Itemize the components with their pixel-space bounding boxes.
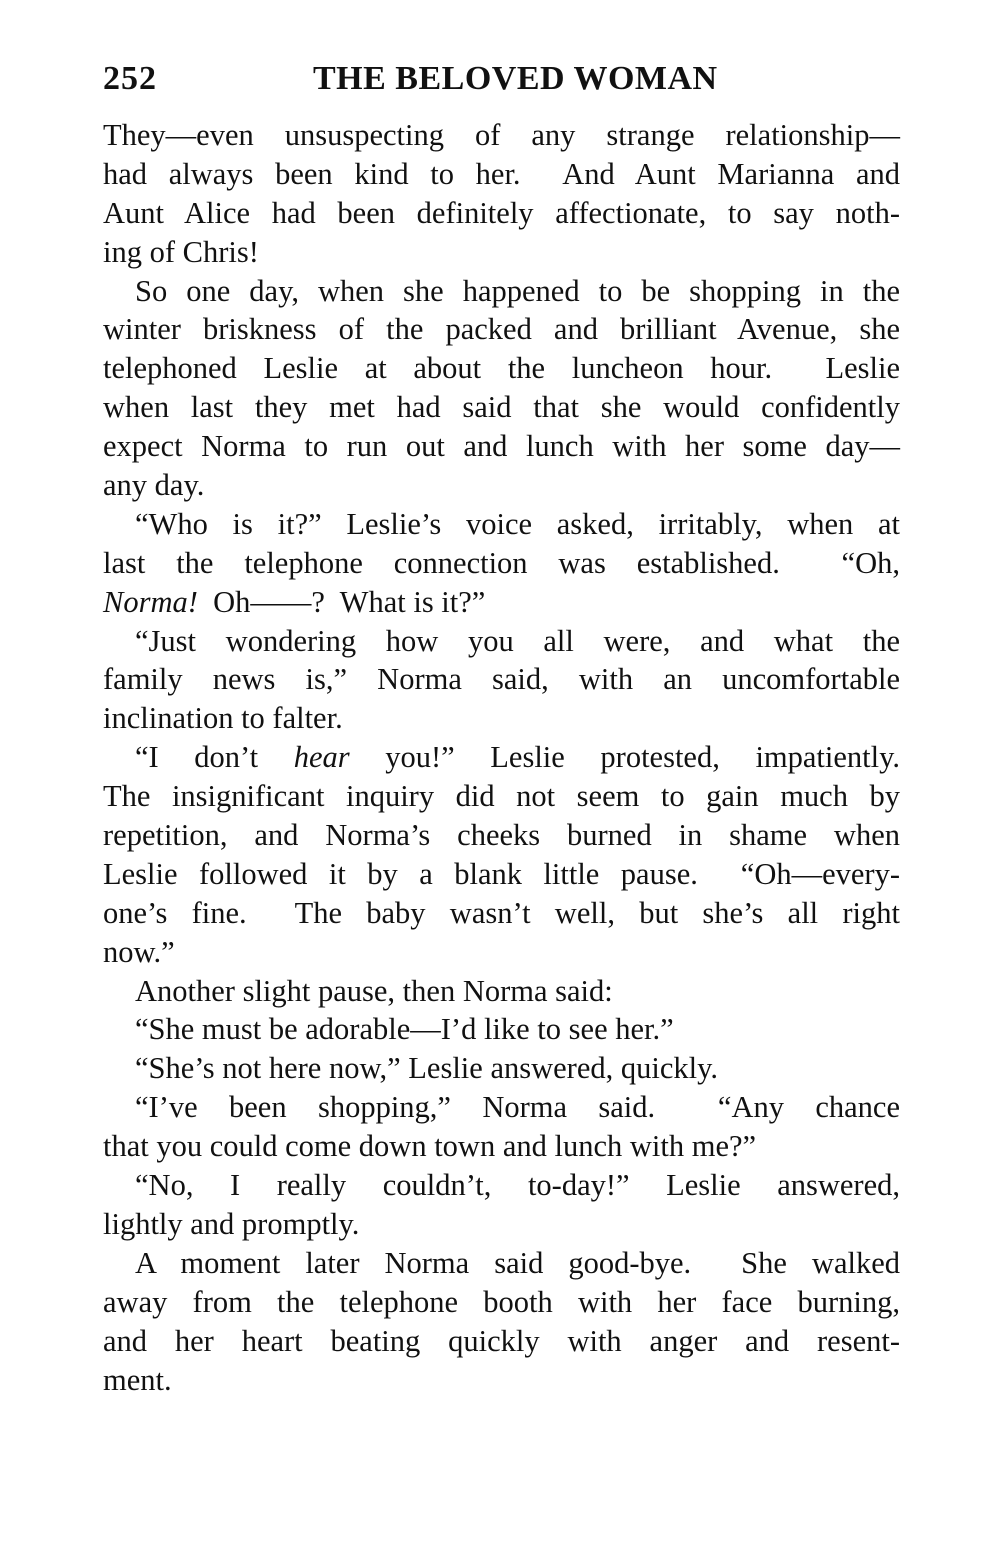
text-line: “She’s not here now,” Leslie answered, quickly. bbox=[135, 1051, 718, 1086]
text-line: one’s fine. The baby wasn’t well, but she’s all right bbox=[103, 895, 900, 930]
text-line: They—even unsuspecting of any strange relationship— bbox=[103, 118, 900, 152]
text-line: inclination to falter. bbox=[103, 701, 343, 736]
text-line: “Who is it?” Leslie’s voice asked, irritably, when at bbox=[135, 506, 900, 541]
text-line: Norma! Oh——? What is it?” bbox=[103, 584, 486, 619]
text-line: away from the telephone booth with her face burning, bbox=[103, 1284, 900, 1319]
text-line: telephoned Leslie at about the luncheon hour. Leslie bbox=[103, 351, 900, 386]
text-line: Aunt Alice had been definitely affectionate, to say noth- bbox=[103, 195, 900, 230]
text-line: lightly and promptly. bbox=[103, 1206, 360, 1241]
text-line: Another slight pause, then Norma said: bbox=[135, 973, 613, 1008]
text-line: “No, I really couldn’t, to-day!” Leslie answered, bbox=[135, 1168, 900, 1203]
text-line: now.” bbox=[103, 934, 175, 969]
text-line: winter briskness of the packed and brilliant Avenue, she bbox=[103, 312, 900, 347]
text-line: expect Norma to run out and lunch with her some day— bbox=[103, 429, 900, 464]
text-line: “Just wondering how you all were, and what the bbox=[135, 623, 900, 658]
text-line: A moment later Norma said good-bye. She walked bbox=[135, 1245, 900, 1280]
text-line: repetition, and Norma’s cheeks burned in shame when bbox=[103, 818, 900, 853]
text-line: “I don’t hear you!” Leslie protested, impatiently. bbox=[135, 740, 901, 775]
text-line: when last they met had said that she would confidently bbox=[103, 390, 900, 425]
text-line: had always been kind to her. And Aunt Marianna and bbox=[103, 156, 900, 191]
page-number: 252 bbox=[103, 60, 157, 97]
text-line: Leslie followed it by a blank little pause. “Oh—every- bbox=[103, 856, 900, 891]
text-line: any day. bbox=[103, 468, 205, 503]
text-line: ing of Chris! bbox=[103, 234, 259, 269]
text-line: So one day, when she happened to be shopping in the bbox=[135, 273, 900, 308]
text-line: The insignificant inquiry did not seem to gain much by bbox=[103, 779, 900, 814]
text-line: “She must be adorable—I’d like to see her.” bbox=[135, 1012, 674, 1047]
text-line: “I’ve been shopping,” Norma said. “Any chance bbox=[135, 1090, 900, 1125]
text-line: and her heart beating quickly with anger and resent- bbox=[103, 1323, 900, 1358]
text-line: family news is,” Norma said, with an uncomfortable bbox=[103, 662, 900, 697]
text-line: ment. bbox=[103, 1362, 172, 1397]
text-line: last the telephone connection was established. “Oh, bbox=[103, 545, 900, 580]
body-text bbox=[103, 116, 900, 1399]
page-header bbox=[103, 60, 900, 106]
running-title: THE BELOVED WOMAN bbox=[313, 60, 718, 97]
text-line: that you could come down town and lunch with me?” bbox=[103, 1129, 757, 1164]
